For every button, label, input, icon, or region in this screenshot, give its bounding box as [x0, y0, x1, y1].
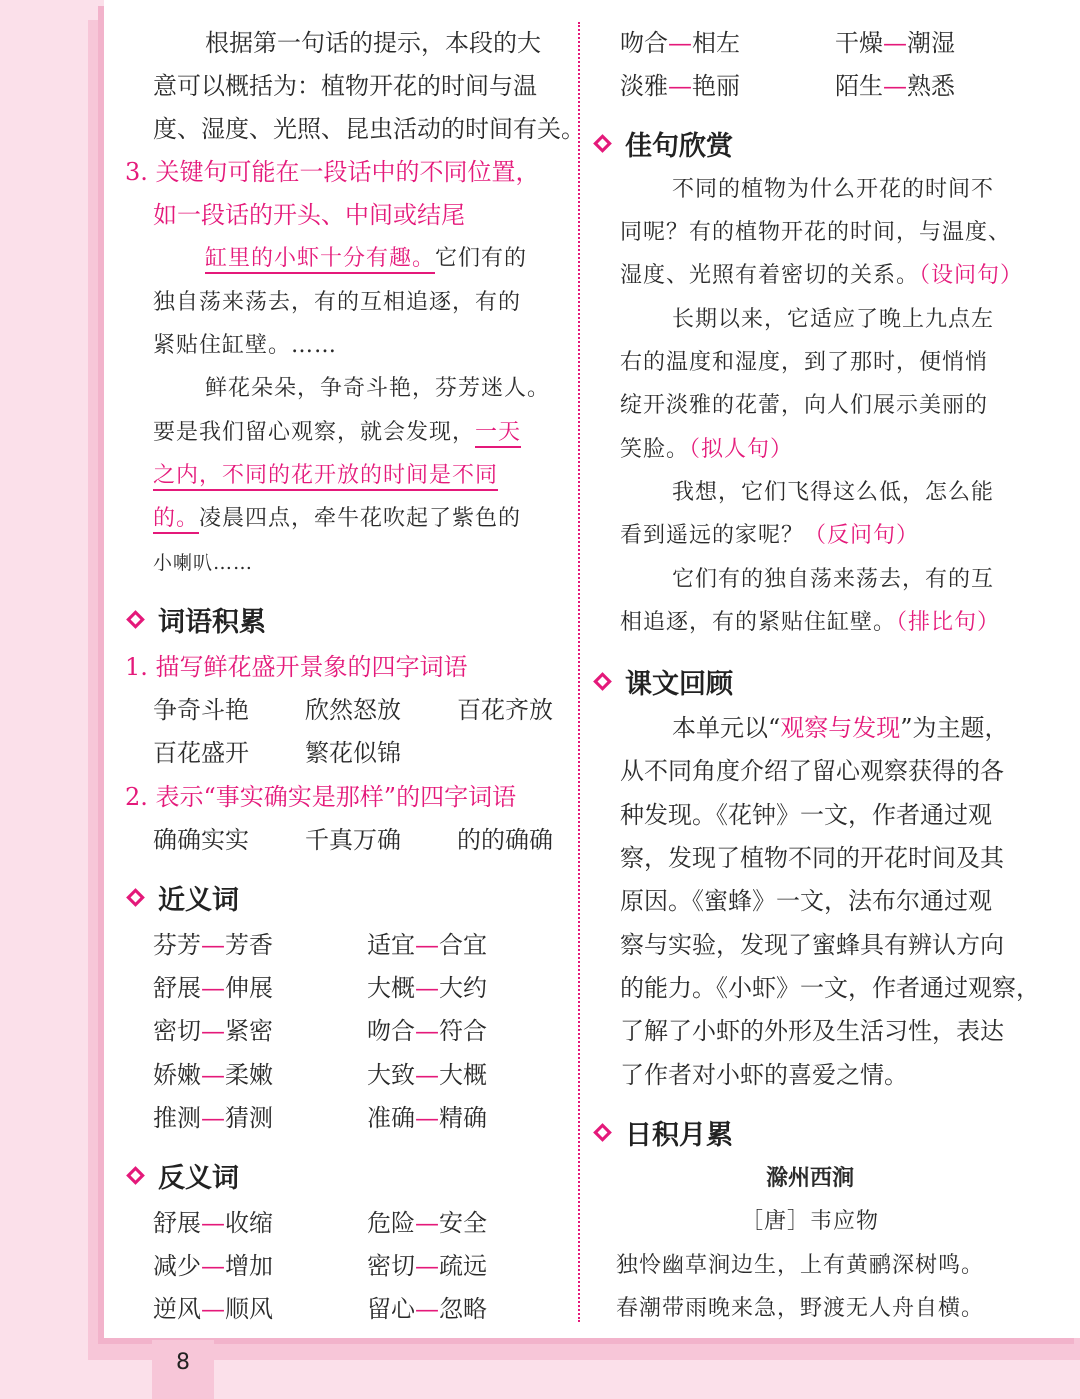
word: 争奇斗艳 [153, 696, 249, 724]
text-line: 同呢？有的植物开花的时间，与温度、 [620, 220, 1012, 245]
sentence-type-tag: （反问句） [804, 523, 920, 548]
text-line: 笑脸。（拟人句） [620, 437, 794, 462]
text-line: 种发现。《花钟》一文，作者通过观 [620, 801, 992, 829]
text-line: 意可以概括为：植物开花的时间与温 [153, 72, 537, 100]
text-line: 长期以来，它适应了晚上九点左 [672, 307, 995, 332]
column-divider [578, 22, 580, 1322]
diamond-bullet-icon [127, 611, 144, 628]
word-pair: 准确—精确 [367, 1104, 487, 1132]
text-line: 看到遥远的家呢？（反问句） [620, 523, 920, 548]
example-2-line4: 的。凌晨四点，牵牛花吹起了紫色的 [153, 504, 521, 534]
key-sentence: 一天 [475, 420, 521, 448]
sentence-type-tag: （设问句） [919, 263, 1024, 288]
text-line: 度、湿度、光照、昆虫活动的时间有关。 [153, 115, 585, 143]
poem-title: 滁州西涧 [765, 1166, 854, 1191]
word-pair: 娇嫩—柔嫩 [153, 1061, 273, 1089]
word-pair: 适宜—合宜 [367, 931, 487, 959]
text-line: 相追逐，有的紧贴住缸壁。（排比句） [620, 610, 1001, 635]
diamond-bullet-icon [127, 889, 144, 906]
text-line: 了解了小虾的外形及生活习性，表达 [620, 1017, 1004, 1045]
word-pair: 陌生—熟悉 [835, 72, 955, 100]
section-heading-kewen: 课文回顾 [594, 662, 733, 701]
word-pair: 淡雅—艳丽 [620, 72, 740, 100]
poem-line: 独怜幽草涧边生，上有黄鹂深树鸣。 [616, 1253, 985, 1278]
text-line: 原因。《蜜蜂》一文，法布尔通过观 [620, 887, 992, 915]
text-line: 本单元以“观察与发现”为主题， [672, 714, 1009, 742]
word: 繁花似锦 [305, 739, 401, 767]
word-pair: 减少—增加 [153, 1252, 273, 1280]
word-pair: 危险—安全 [367, 1209, 487, 1237]
word-pair: 密切—紧密 [153, 1017, 273, 1045]
word-pair: 推测—猜测 [153, 1104, 273, 1132]
point-3: 3. 关键句可能在一段话中的不同位置， [125, 158, 540, 186]
word-pair: 密切—疏远 [367, 1252, 487, 1280]
key-sentence: 之内，不同的花开放的时间是不同 [153, 461, 498, 491]
text-line: 鲜花朵朵，争奇斗艳，芬芳迷人。 [205, 376, 551, 401]
word-pair: 干燥—潮湿 [835, 29, 955, 57]
word-pair: 逆风—顺风 [153, 1295, 273, 1323]
word-pair: 吻合—符合 [367, 1017, 487, 1045]
section-heading-jiaju: 佳句欣赏 [594, 124, 733, 163]
sentence-type-tag: （拟人句） [689, 437, 794, 462]
word: 百花盛开 [153, 739, 249, 767]
text-line: 了作者对小虾的喜爱之情。 [620, 1061, 908, 1089]
sentence-type-tag: （排比句） [896, 610, 1001, 635]
diamond-bullet-icon [127, 1167, 144, 1184]
diamond-bullet-icon [594, 673, 611, 690]
example-1-line1: 缸里的小虾十分有趣。它们有的 [205, 244, 527, 274]
text-line: 右的温度和湿度，到了那时，便悄悄 [620, 350, 989, 375]
ciyu-subheading-1: 1. 描写鲜花盛开景象的四字词语 [125, 653, 468, 681]
text-line: 根据第一句话的提示，本段的大 [205, 29, 541, 57]
word-pair: 大概—大约 [367, 974, 487, 1002]
word: 欣然怒放 [305, 696, 401, 724]
section-heading-fanyi: 反义词 [127, 1156, 239, 1195]
example-2-line2: 要是我们留心观察，就会发现，一天 [153, 418, 521, 448]
section-heading-ciyu: 词语积累 [127, 600, 266, 639]
word: 千真万确 [305, 826, 401, 854]
poem-author: ［唐］韦应物 [740, 1209, 879, 1234]
text-line: 小喇叭…… [153, 552, 254, 574]
diamond-bullet-icon [594, 1124, 611, 1141]
word-pair: 芬芳—芳香 [153, 931, 273, 959]
page-number: 8 [176, 1350, 190, 1375]
text-line: 紧贴住缸壁。…… [153, 333, 338, 358]
text-line: 的能力。《小虾》一文，作者通过观察， [620, 974, 1040, 1002]
point-3-cont: 如一段话的开头、中间或结尾 [153, 201, 465, 229]
text-line: 察，发现了植物不同的开花时间及其 [620, 844, 1004, 872]
ciyu-subheading-2: 2. 表示“事实确实是那样”的四字词语 [125, 783, 517, 811]
word-pair: 吻合—相左 [620, 29, 740, 57]
word: 百花齐放 [457, 696, 553, 724]
word: 的的确确 [457, 826, 553, 854]
key-sentence: 缸里的小虾十分有趣。 [205, 246, 435, 274]
text-line: 绽开淡雅的花蕾，向人们展示美丽的 [620, 393, 989, 418]
text-line: 不同的植物为什么开花的时间不 [672, 177, 995, 202]
text-line: 我想，它们飞得这么低，怎么能 [672, 480, 995, 505]
word-pair: 留心—忽略 [367, 1295, 487, 1323]
word-pair: 大致—大概 [367, 1061, 487, 1089]
text-line: 独自荡来荡去，有的互相追逐，有的 [153, 290, 522, 315]
diamond-bullet-icon [594, 135, 611, 152]
text-line: 它们有的独自荡来荡去，有的互 [672, 567, 995, 592]
text-line: 察与实验，发现了蜜蜂具有辨认方向 [620, 931, 1004, 959]
word: 确确实实 [153, 826, 249, 854]
word-pair: 舒展—收缩 [153, 1209, 273, 1237]
section-heading-riji: 日积月累 [594, 1113, 733, 1152]
word-pair: 舒展—伸展 [153, 974, 273, 1002]
text-line: 湿度、光照有着密切的关系。（设问句） [620, 263, 1024, 288]
poem-line: 春潮带雨晚来急，野渡无人舟自横。 [616, 1296, 985, 1321]
text-line: 从不同角度介绍了留心观察获得的各 [620, 757, 1004, 785]
section-heading-jinyi: 近义词 [127, 878, 239, 917]
